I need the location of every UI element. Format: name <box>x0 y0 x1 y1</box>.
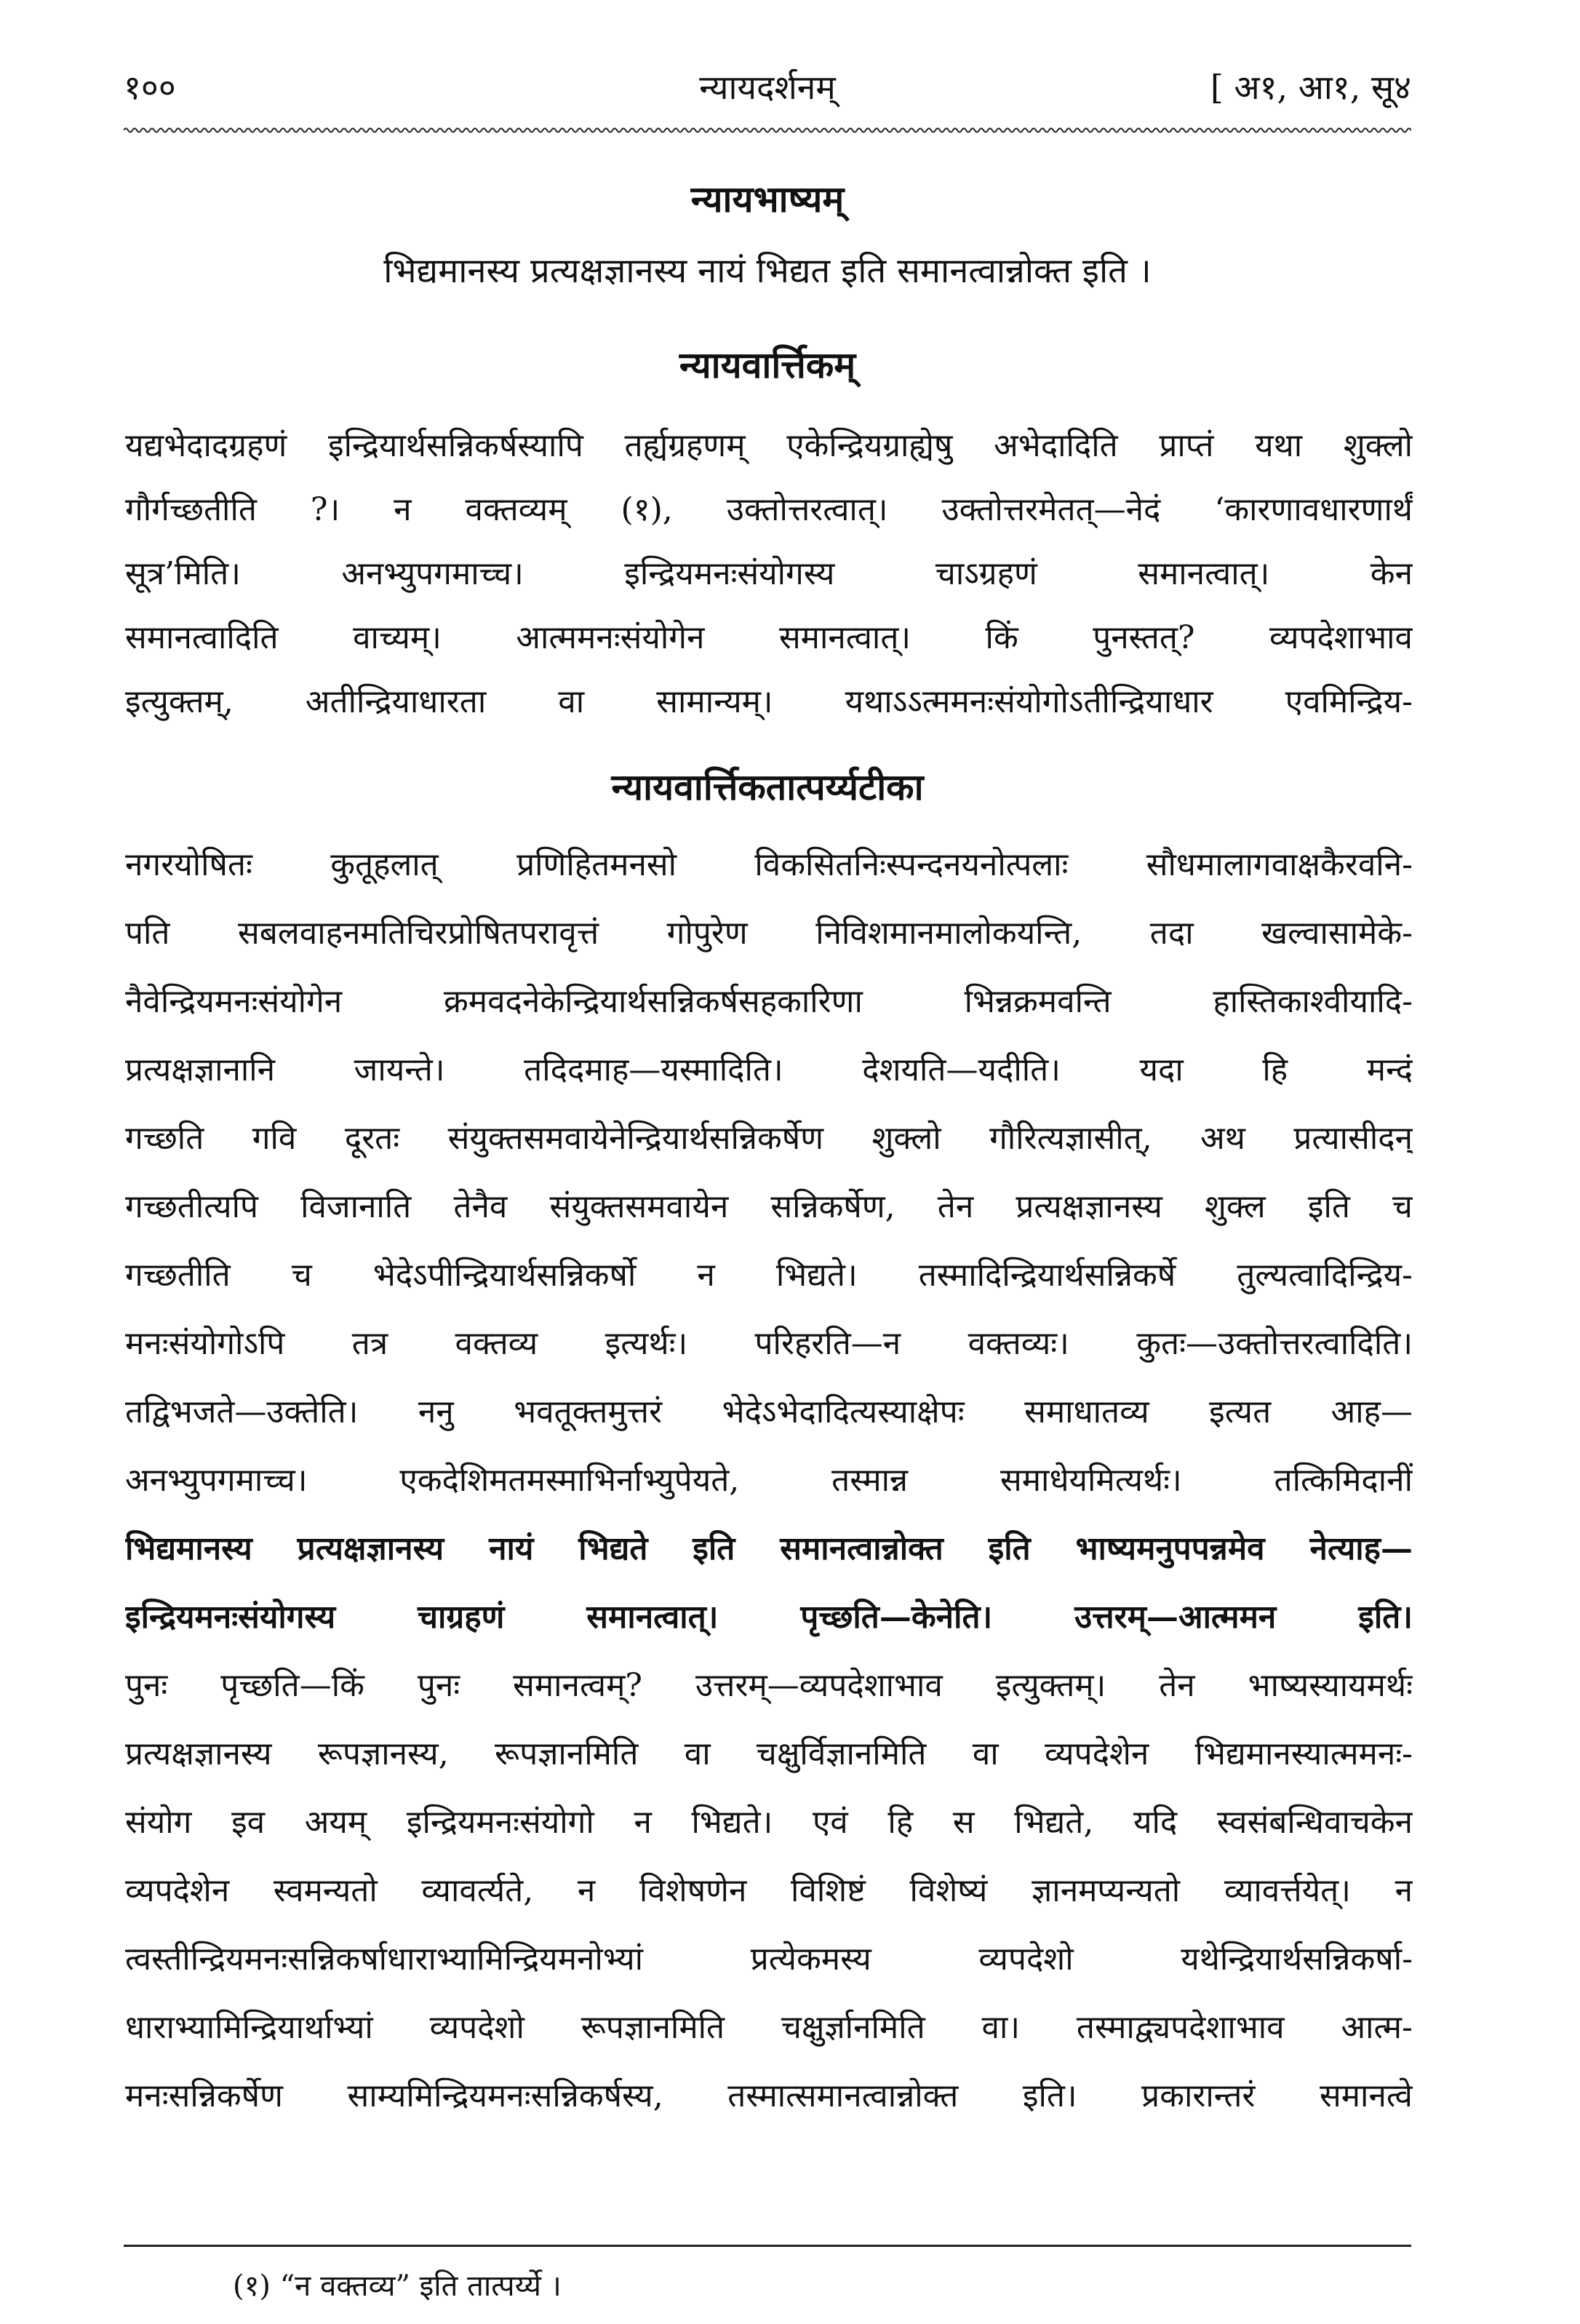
footnote: (१) “न वक्तव्य” इति तात्पर्य्ये । <box>233 2269 562 2303</box>
section-reference: [ अ१, आ१, सू४ <box>1210 68 1411 107</box>
tika-line: तद्विभजते—उक्तेति। ननु भवतूक्तमुत्तरं भेदेऽभेदादित्यस्याक्षेपः समाधातव्य इत्यत आह— <box>125 1393 1413 1430</box>
running-title: न्यायदर्शनम् <box>699 68 836 107</box>
vartika-line: सूत्र’मिति। अनभ्युपगमाच्च। इन्द्रियमनःसंयोगस्य चाऽग्रहणं समानत्वात्। केन <box>125 555 1413 592</box>
tika-line: मनःसन्निकर्षेण साम्यमिन्द्रियमनःसन्निकर्षस्य, तस्मात्समानत्वान्नोक्त इति। प्रकारान्तरं समानत्वे <box>125 2077 1413 2114</box>
tika-line: गच्छति गवि दूरतः संयुक्तसमवायेनेन्द्रियार्थसन्निकर्षेण शुक्लो गौरित्यज्ञासीत्, अथ प्रत्यासीदन् <box>125 1120 1413 1157</box>
tika-line: संयोग इव अयम् इन्द्रियमनःसंयोगो न भिद्यते। एवं हि स भिद्यते, यदि स्वसंबन्धिवाचकेन <box>125 1804 1413 1841</box>
page-number: १०० <box>124 68 176 107</box>
tika-line: इन्द्रियमनःसंयोगस्य चाग्रहणं समानत्वात्। पृच्छति—केनेति। उत्तरम्—आत्ममन इति। <box>125 1599 1413 1636</box>
tika-line: नगरयोषितः कुतूहलात् प्रणिहितमनसो विकसितनिःस्पन्दनयनोत्पलाः सौधमालागवाक्षकैरवनि- <box>125 846 1413 883</box>
tika-line: धाराभ्यामिन्द्रियार्थाभ्यां व्यपदेशो रूपज्ञानमिति चक्षुर्ज्ञानमिति वा। तस्माद्व्यपदेशाभाव आत्म- <box>125 2009 1413 2046</box>
tika-line: मनःसंयोगोऽपि तत्र वक्तव्य इत्यर्थः। परिहरति—न वक्तव्यः। कुतः—उक्तोत्तरत्वादिति। <box>125 1325 1413 1362</box>
tika-heading: न्यायवार्त्तिकतात्पर्य्यटीका <box>611 765 924 808</box>
bhashya-heading: न्यायभाष्यम् <box>690 178 845 220</box>
vartika-line: इत्युक्तम्, अतीन्द्रियाधारता वा सामान्यम्। यथाऽऽत्ममनःसंयोगोऽतीन्द्रियाधार एवमिन्द्रिय- <box>125 683 1413 720</box>
tika-line: गच्छतीति च भेदेऽपीन्द्रियार्थसन्निकर्षो न भिद्यते। तस्मादिन्द्रियार्थसन्निकर्षे तुल्यत्वादिन्द्रिय- <box>125 1257 1413 1294</box>
header-wavy-rule <box>124 125 1411 135</box>
tika-line: प्रत्यक्षज्ञानस्य रूपज्ञानस्य, रूपज्ञानमिति वा चक्षुर्विज्ञानमिति वा व्यपदेशेन भिद्यमानस्यात्ममनः- <box>125 1735 1413 1772</box>
vartika-heading: न्यायवार्त्तिकम् <box>679 343 856 386</box>
tika-line: भिद्यमानस्य प्रत्यक्षज्ञानस्य नायं भिद्यते इति समानत्वान्नोक्त इति भाष्यमनुपपन्नमेव नेत्याह— <box>125 1530 1413 1567</box>
tika-line: व्यपदेशेन स्वमन्यतो व्यावर्त्यते, न विशेषणेन विशिष्टं विशेष्यं ज्ञानमप्यन्यतो व्यावर्त्तयेत्। न <box>125 1872 1413 1909</box>
vartika-line: यद्यभेदादग्रहणं इन्द्रियार्थसन्निकर्षस्यापि तर्ह्यग्रहणम् एकेन्द्रियग्राह्येषु अभेदादिति प्राप्तं यथा शुक्लो <box>125 427 1413 464</box>
tika-line: अनभ्युपगमाच्च। एकदेशिमतमस्माभिर्नाभ्युपेयते, तस्मान्न समाधेयमित्यर्थः। तत्किमिदानीं <box>125 1462 1413 1499</box>
page-header <box>124 64 1411 122</box>
tika-line: गच्छतीत्यपि विजानाति तेनैव संयुक्तसमवायेन सन्निकर्षेण, तेन प्रत्यक्षज्ञानस्य शुक्ल इति च <box>125 1188 1413 1225</box>
footnote-rule <box>124 2245 1411 2247</box>
tika-line: पुनः पृच्छति—किं पुनः समानत्वम्? उत्तरम्—व्यपदेशाभाव इत्युक्तम्। तेन भाष्यस्यायमर्थः <box>125 1667 1413 1704</box>
vartika-line: गौर्गच्छतीति ?। न वक्तव्यम् (१), उक्तोत्तरत्वात्। उक्तोत्तरमेतत्—नेदं ‘कारणावधारणार्थं <box>125 491 1413 528</box>
tika-line: प्रत्यक्षज्ञानानि जायन्ते। तदिदमाह—यस्मादिति। देशयति—यदीति। यदा हि मन्दं <box>125 1051 1413 1089</box>
tika-line: नैवेन्द्रियमनःसंयोगेन क्रमवदनेकेन्द्रियार्थसन्निकर्षसहकारिणा भिन्नक्रमवन्ति हास्तिकाश्वीयादि- <box>125 983 1413 1020</box>
vartika-line: समानत्वादिति वाच्यम्। आत्ममनःसंयोगेन समानत्वात्। किं पुनस्तत्? व्यपदेशाभाव <box>125 619 1413 656</box>
bhashya-text: भिद्यमानस्य प्रत्यक्षज्ञानस्य नायं भिद्यत इति समानत्वान्नोक्त इति । <box>383 251 1152 291</box>
tika-line: पति सबलवाहनमतिचिरप्रोषितपरावृत्तं गोपुरेण निविशमानमालोकयन्ति, तदा खल्वासामेके- <box>125 915 1413 952</box>
tika-line: त्वस्तीन्द्रियमनःसन्निकर्षाधाराभ्यामिन्द्रियमनोभ्यां प्रत्येकमस्य व्यपदेशो यथेन्द्रियार्थसन्निकर्षा- <box>125 1941 1413 1978</box>
